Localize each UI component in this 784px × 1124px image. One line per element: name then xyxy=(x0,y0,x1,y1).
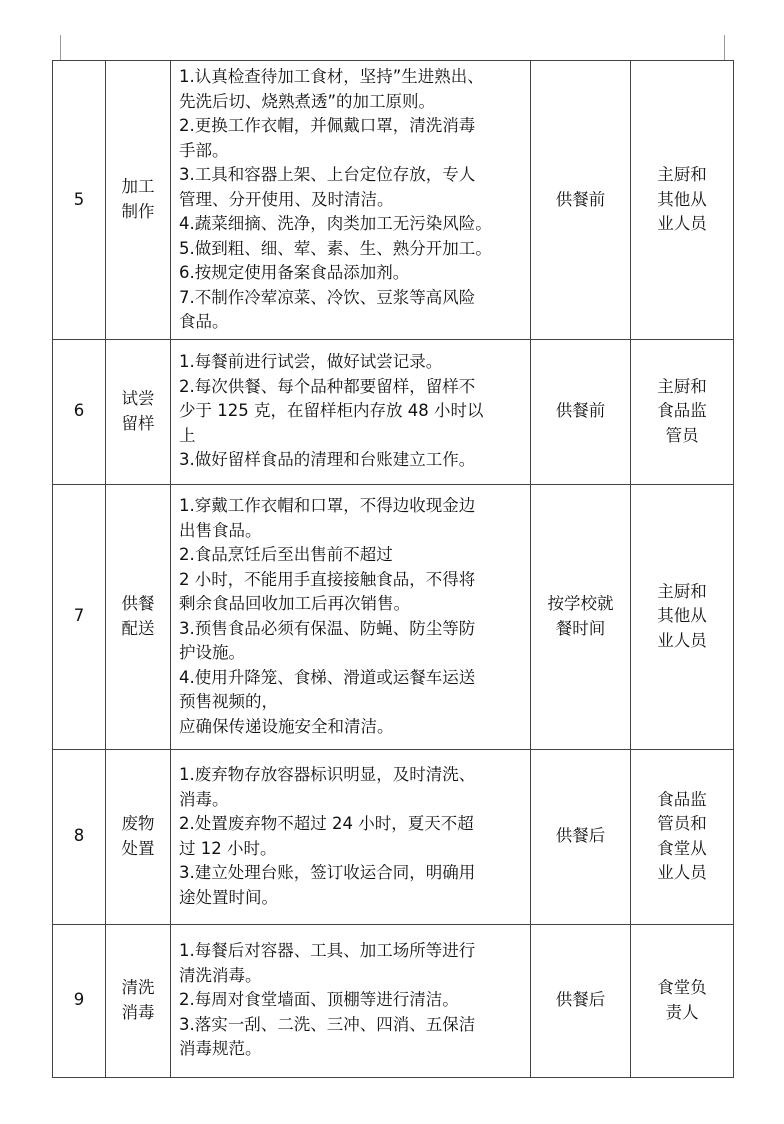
requirements-line: 途处置时间。 xyxy=(179,887,278,907)
requirements-line: 过 12 小时。 xyxy=(179,838,277,858)
item-name-line: 加工 xyxy=(121,177,155,197)
requirements-line: 2.每次供餐、每个品种都要留样，留样不 xyxy=(179,376,476,396)
requirements xyxy=(171,749,531,924)
item-name-line: 留样 xyxy=(121,413,155,433)
timing-line: 供餐后 xyxy=(555,826,606,846)
responsible-person-line: 管员 xyxy=(665,425,699,445)
requirements-line: 6.按规定使用备案食品添加剂。 xyxy=(179,263,410,282)
responsible-person-line: 管员和 xyxy=(657,814,707,833)
requirements-line: 2.更换工作衣帽，并佩戴口罩，清洗消毒 xyxy=(179,116,476,135)
requirements-line: 3.建立处理台账，签订收运合同，明确用 xyxy=(179,863,476,882)
requirements-line: 消毒。 xyxy=(179,789,229,809)
requirements-line: 3.落实一刮、二洗、三冲、四消、五保洁 xyxy=(179,1014,476,1034)
responsible-person xyxy=(631,749,734,924)
responsible-person xyxy=(631,924,734,1077)
timing-line: 餐时间 xyxy=(555,618,606,638)
timing xyxy=(531,484,631,749)
responsible-person-line: 食品监 xyxy=(657,401,707,421)
responsible-person-line: 主厨和 xyxy=(657,581,707,601)
item-name-line: 供餐 xyxy=(121,594,155,613)
requirements xyxy=(171,61,531,340)
requirements-line: 5.做到粗、细、荤、素、生、熟分开加工。 xyxy=(179,238,492,258)
responsible-person-line: 主厨和 xyxy=(657,165,707,184)
table-row xyxy=(53,61,734,340)
table-row xyxy=(53,924,734,1077)
responsible-person-line: 食堂负 xyxy=(657,978,707,997)
requirements-line: 先洗后切、烧熟煮透”的加工原则。 xyxy=(179,91,436,111)
responsible-person-line: 食堂从 xyxy=(657,838,707,858)
responsible-person xyxy=(631,61,734,340)
requirements-line: 预售视频的， xyxy=(179,692,278,711)
item-name xyxy=(106,924,171,1077)
row-number: 9 xyxy=(53,924,106,1077)
procedure-table xyxy=(52,60,734,1078)
requirements-line: 2.处置废弃物不超过 24 小时，夏天不超 xyxy=(179,814,474,833)
row-number: 8 xyxy=(53,749,106,924)
requirements-line: 手部。 xyxy=(179,140,229,160)
timing xyxy=(531,924,631,1077)
requirements-line: 4.使用升降笼、食梯、滑道或运餐车运送 xyxy=(179,667,476,687)
page-corner-mark-left xyxy=(60,35,61,60)
item-name-line: 配送 xyxy=(121,618,155,638)
page-corner-mark-right xyxy=(724,35,725,60)
item-name-line: 试尝 xyxy=(121,389,155,408)
table-row xyxy=(53,749,734,924)
timing-line: 供餐后 xyxy=(555,990,606,1010)
requirements-line: 清洗消毒。 xyxy=(179,965,262,985)
requirements-line: 2.每周对食堂墙面、顶棚等进行清洁。 xyxy=(179,990,459,1010)
timing xyxy=(531,749,631,924)
requirements xyxy=(171,924,531,1077)
responsible-person-line: 业人员 xyxy=(657,863,707,882)
requirements-line: 应确保传递设施安全和清洁。 xyxy=(179,716,394,736)
timing xyxy=(531,339,631,484)
requirements xyxy=(171,339,531,484)
requirements-line: 7.不制作冷荤凉菜、冷饮、豆浆等高风险 xyxy=(179,287,476,307)
requirements-line: 3.工具和容器上架、上台定位存放，专人 xyxy=(179,165,476,184)
timing-line: 供餐前 xyxy=(555,189,606,209)
responsible-person-line: 业人员 xyxy=(657,630,707,650)
requirements-line: 3.预售食品必须有保温、防蝇、防尘等防 xyxy=(179,618,476,638)
item-name xyxy=(106,749,171,924)
table-row xyxy=(53,339,734,484)
requirements-line: 3.做好留样食品的清理和台账建立工作。 xyxy=(179,450,476,470)
responsible-person-line: 主厨和 xyxy=(657,376,707,396)
requirements-line: 1.穿戴工作衣帽和口罩，不得边收现金边 xyxy=(179,496,476,515)
requirements-line: 食品。 xyxy=(179,312,229,331)
responsible-person-line: 业人员 xyxy=(657,214,707,233)
requirements-line: 出售食品。 xyxy=(179,520,262,540)
item-name-line: 废物 xyxy=(121,814,155,833)
row-number: 5 xyxy=(53,61,106,340)
requirements-line: 1.每餐前进行试尝，做好试尝记录。 xyxy=(179,352,443,372)
responsible-person xyxy=(631,484,734,749)
item-name-line: 消毒 xyxy=(121,1002,155,1022)
requirements-line: 少于 125 克，在留样柜内存放 48 小时以 xyxy=(179,401,484,421)
requirements-line: 2.食品烹饪后至出售前不超过 xyxy=(179,545,393,564)
requirements xyxy=(171,484,531,749)
timing-line: 供餐前 xyxy=(555,401,606,421)
item-name-line: 清洗 xyxy=(121,978,155,997)
responsible-person-line: 其他从 xyxy=(657,606,707,626)
requirements-line: 1.每餐后对容器、工具、加工场所等进行 xyxy=(179,941,476,961)
row-number: 6 xyxy=(53,339,106,484)
item-name xyxy=(106,339,171,484)
requirements-line: 2 小时，不能用手直接接触食品，不得将 xyxy=(179,569,476,589)
item-name-line: 制作 xyxy=(121,201,155,221)
responsible-person-line: 责人 xyxy=(665,1002,699,1022)
requirements-line: 4.蔬菜细摘、洗净，肉类加工无污染风险。 xyxy=(179,214,492,233)
timing-line: 按学校就 xyxy=(547,594,614,613)
responsible-person-line: 其他从 xyxy=(657,189,707,209)
item-name xyxy=(106,484,171,749)
requirements-line: 管理、分开使用、及时清洁。 xyxy=(179,189,394,209)
requirements-line: 1.认真检查待加工食材，坚持”生进熟出、 xyxy=(179,67,484,86)
row-number: 7 xyxy=(53,484,106,749)
responsible-person-line: 食品监 xyxy=(657,789,707,809)
requirements-line: 1.废弃物存放容器标识明显，及时清洗、 xyxy=(179,765,476,784)
table-row xyxy=(53,484,734,749)
responsible-person xyxy=(631,339,734,484)
item-name xyxy=(106,61,171,340)
requirements-line: 剩余食品回收加工后再次销售。 xyxy=(179,594,410,613)
item-name-line: 处置 xyxy=(121,838,155,858)
requirements-line: 上 xyxy=(179,425,196,445)
timing xyxy=(531,61,631,340)
requirements-line: 消毒规范。 xyxy=(179,1039,262,1059)
requirements-line: 护设施。 xyxy=(179,643,245,662)
